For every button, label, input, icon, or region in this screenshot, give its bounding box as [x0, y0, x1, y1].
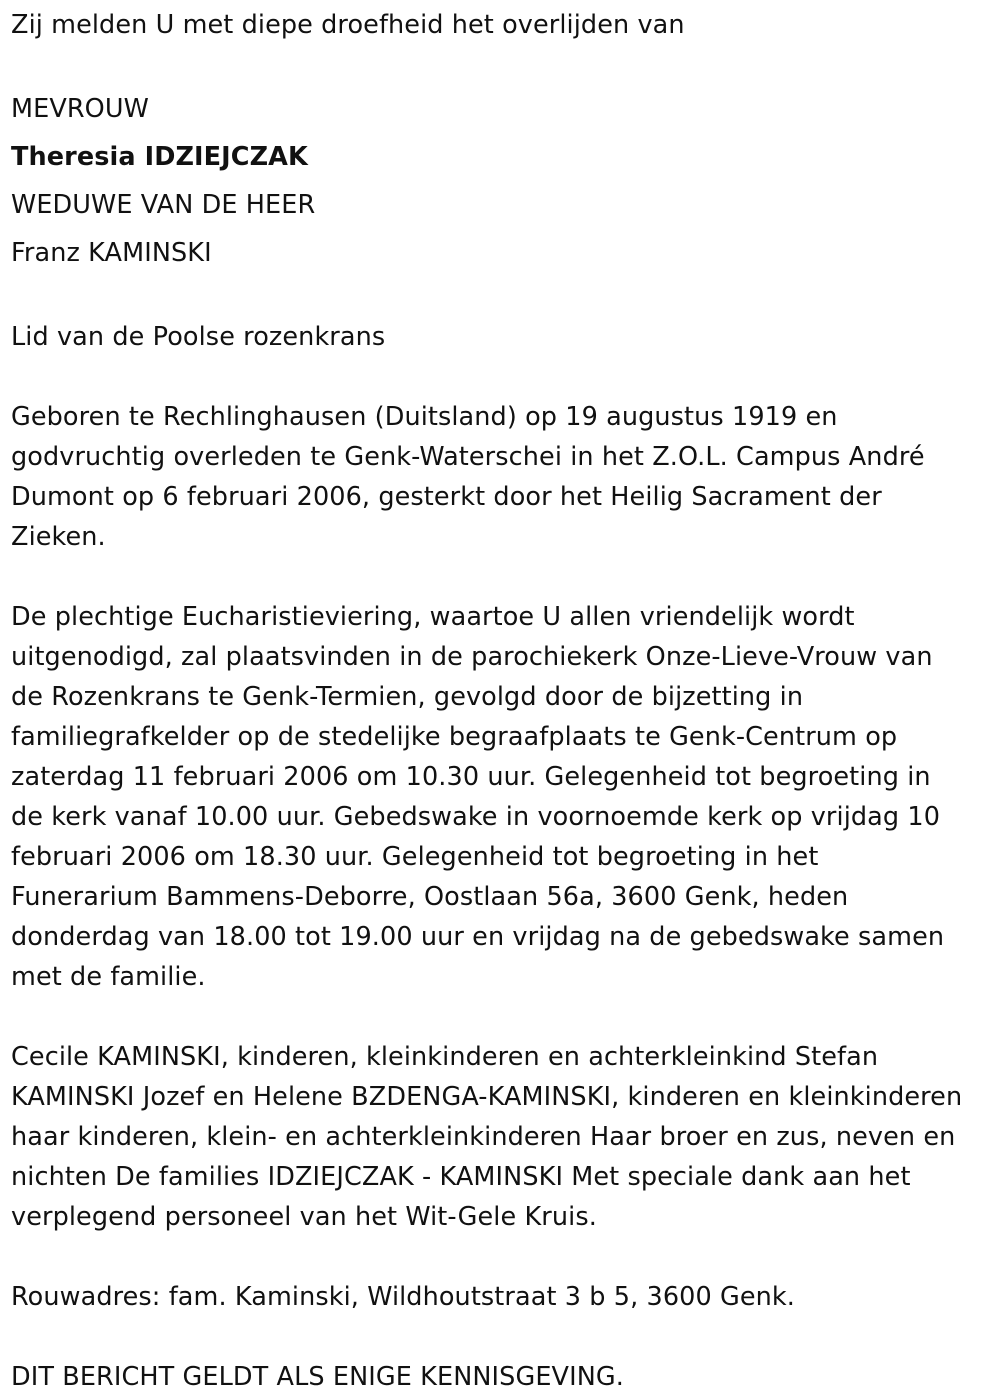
deceased-name: Theresia IDZIEJCZAK [11, 142, 308, 172]
paragraph-line: godvruchtig overleden te Genk-Waterschei in het Z.O.L. Campus André [11, 442, 925, 472]
paragraph-line: verplegend personeel van het Wit-Gele Kruis. [11, 1202, 597, 1232]
spacer [11, 45, 991, 85]
paragraph-line: familiegrafkelder op de stedelijke begraafplaats te Genk-Centrum op [11, 722, 898, 752]
widow-of-label: WEDUWE VAN DE HEER [11, 190, 316, 220]
paragraph-line: donderdag van 18.00 tot 19.00 uur en vrijdag na de gebedswake samen [11, 922, 945, 952]
paragraph-line: De plechtige Eucharistieviering, waartoe U allen vriendelijk wordt [11, 602, 855, 632]
family-paragraph [11, 1037, 991, 1237]
paragraph-line: Zieken. [11, 522, 106, 552]
paragraph-line: februari 2006 om 18.30 uur. Gelegenheid tot begroeting in het [11, 842, 819, 872]
spouse-name: Franz KAMINSKI [11, 238, 212, 268]
paragraph-line: Funerarium Bammens-Deborre, Oostlaan 56a, 3600 Genk, heden [11, 882, 849, 912]
paragraph-line: zaterdag 11 februari 2006 om 10.30 uur. Gelegenheid tot begroeting in [11, 762, 931, 792]
paragraph-line: de kerk vanaf 10.00 uur. Gebedswake in voornoemde kerk op vrijdag 10 [11, 802, 941, 832]
paragraph-line: de Rozenkrans te Genk-Termien, gevolgd door de bijzetting in [11, 682, 804, 712]
intro-text: Zij melden U met diepe droefheid het overlijden van [11, 10, 685, 40]
obituary-document [11, 0, 991, 1397]
paragraph-line: Cecile KAMINSKI, kinderen, kleinkinderen en achterkleinkind Stefan [11, 1042, 879, 1072]
paragraph-line: uitgenodigd, zal plaatsvinden in de parochiekerk Onze-Lieve-Vrouw van [11, 642, 933, 672]
paragraph-line: Dumont op 6 februari 2006, gesterkt door het Heilig Sacrament der [11, 482, 882, 512]
title-prefix: MEVROUW [11, 94, 149, 124]
spacer [11, 557, 991, 597]
paragraph-line: met de familie. [11, 962, 206, 992]
paragraph-line: haar kinderen, klein- en achterkleinkinderen Haar broer en zus, neven en [11, 1122, 956, 1152]
paragraph-line: nichten De families IDZIEJCZAK - KAMINSKI Met speciale dank aan het [11, 1162, 911, 1192]
spacer [11, 357, 991, 397]
birth-death-paragraph [11, 397, 991, 557]
membership-text: Lid van de Poolse rozenkrans [11, 322, 386, 352]
notice-text: DIT BERICHT GELDT ALS ENIGE KENNISGEVING. [11, 1362, 624, 1392]
ceremony-paragraph [11, 597, 991, 997]
paragraph-line: Geboren te Rechlinghausen (Duitsland) op 19 augustus 1919 en [11, 402, 838, 432]
paragraph-line: KAMINSKI Jozef en Helene BZDENGA-KAMINSKI, kinderen en kleinkinderen [11, 1082, 963, 1112]
spacer [11, 997, 991, 1037]
spacer [11, 277, 991, 317]
spacer [11, 1317, 991, 1357]
spacer [11, 1237, 991, 1277]
mourning-address: Rouwadres: fam. Kaminski, Wildhoutstraat 3 b 5, 3600 Genk. [11, 1282, 795, 1312]
